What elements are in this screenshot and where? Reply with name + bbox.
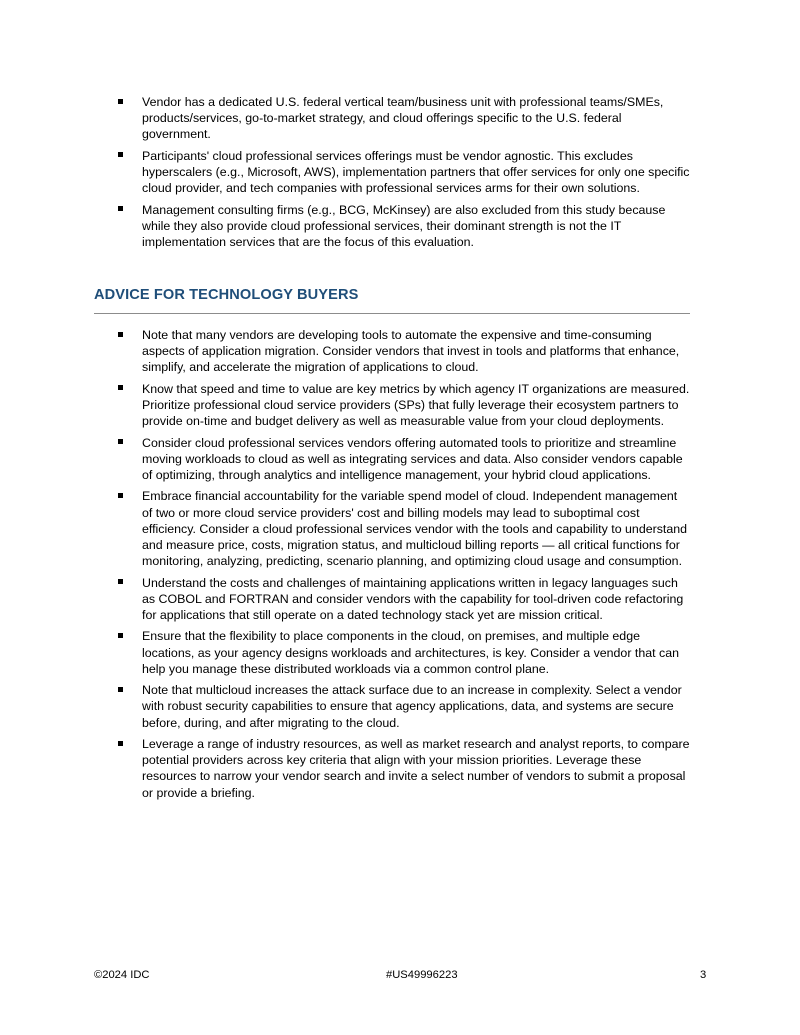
list-item-text: Ensure that the flexibility to place components in the cloud, on premises, and multiple edge locations, as your agency designs workloads and architectures, is key. Consider a vendor that can help you manage these distributed workloads via a common control plane. <box>142 629 679 676</box>
list-item <box>118 148 690 197</box>
square-bullet-icon <box>118 687 123 692</box>
list-item-text: Understand the costs and challenges of maintaining applications written in legacy languages such as COBOL and FORTRAN and consider vendors with the capability for tool-driven code refactoring for applications that still operate on a dated technology stack yet are mission critical. <box>142 575 684 622</box>
square-bullet-icon <box>118 741 123 746</box>
list-item-text: Know that speed and time to value are key metrics by which agency IT organizations are measured. Prioritize professional cloud service providers (SPs) that fully leverage their ecosystem partners to provide on-time and budget delivery as well as measurable value from your cloud deployments. <box>142 381 690 429</box>
list-item-text: Embrace financial accountability for the variable spend model of cloud. Independent management of two or more cloud service providers' cost and billing models may lead to suboptimal cost efficiency. Consider a cloud professional services vendor with the tools and capability to understand and measure price, costs, migration status, and multicloud billing reports — all critical functions for monitoring, analyzing, predicting, scenario planning, and optimizing cloud usage and consumption. <box>142 489 688 569</box>
list-item-text: Leverage a range of industry resources, as well as market research and analyst reports, to compare potential providers across key criteria that align with your mission priorities. Leverage these resources to narrow your vendor search and invite a select number of vendors to submit a proposal or provide a briefing. <box>142 736 690 800</box>
list-item <box>118 488 690 569</box>
footer-document-id: #US49996223 <box>386 969 458 981</box>
list-item <box>118 327 690 376</box>
list-item <box>118 736 690 801</box>
list-item <box>118 202 690 251</box>
list-item-text: Vendor has a dedicated U.S. federal vertical team/business unit with professional teams/SMEs, products/services, go-to-market strategy, and cloud offerings specific to the U.S. federal government. <box>142 95 664 142</box>
square-bullet-icon <box>118 493 123 498</box>
square-bullet-icon <box>118 439 123 444</box>
advice-list <box>118 327 690 806</box>
square-bullet-icon <box>118 385 123 390</box>
list-item <box>118 435 690 484</box>
list-item <box>118 628 690 677</box>
list-item-text: Consider cloud professional services vendors offering automated tools to prioritize and streamline moving workloads to cloud as well as integrating services and data. Also consider vendors capable of optimizing, through analytics and intelligence management, your hybrid cloud applications. <box>142 435 683 482</box>
list-item <box>118 575 690 624</box>
list-item <box>118 682 690 731</box>
list-item-text: Participants' cloud professional services offerings must be vendor agnostic. This excludes hyperscalers (e.g., Microsoft, AWS), implementation partners that offer services for only one specific cloud provider, and tech companies with professional services arms for their own solutions. <box>142 148 690 196</box>
list-item-text: Note that many vendors are developing tools to automate the expensive and time-consuming aspects of application migration. Consider vendors that invest in tools and platforms that enhance, simplify, and accelerate the migration of applications to cloud. <box>142 328 680 375</box>
inclusion-criteria-list <box>118 94 690 255</box>
list-item <box>118 381 690 430</box>
section-divider <box>94 313 690 314</box>
footer-page-number: 3 <box>700 969 707 981</box>
list-item-text: Note that multicloud increases the attack surface due to an increase in complexity. Select a vendor with robust security capabilities to ensure that agency applications, data, and systems are secure before, during, and after migrating to the cloud. <box>142 683 682 730</box>
square-bullet-icon <box>118 633 123 638</box>
section-heading: ADVICE FOR TECHNOLOGY BUYERS <box>94 287 359 303</box>
list-item <box>118 94 690 143</box>
square-bullet-icon <box>118 332 123 337</box>
square-bullet-icon <box>118 152 123 157</box>
list-item-text: Management consulting firms (e.g., BCG, McKinsey) are also excluded from this study because while they also provide cloud professional services, their dominant strength is not the IT implementation services that are the focus of this evaluation. <box>142 202 666 249</box>
square-bullet-icon <box>118 99 123 104</box>
square-bullet-icon <box>118 579 123 584</box>
square-bullet-icon <box>118 206 123 211</box>
footer-copyright: ©2024 IDC <box>94 969 150 981</box>
